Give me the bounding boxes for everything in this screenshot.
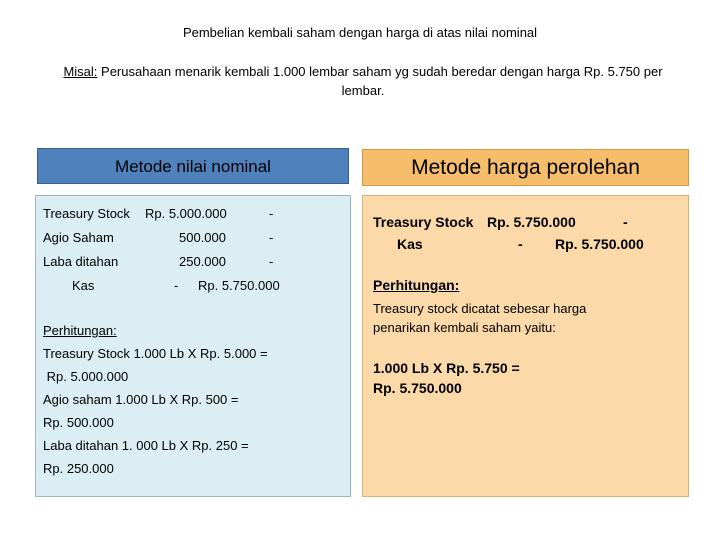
left-journal-debit: 250.000 — [179, 254, 226, 269]
right-method-heading: Metode harga perolehan — [362, 149, 689, 186]
right-journal-account: Kas — [397, 236, 423, 252]
right-result-line: Rp. 5.750.000 — [373, 380, 462, 396]
left-calc-line: Rp. 5.000.000 — [43, 369, 129, 384]
left-journal-credit: - — [269, 230, 274, 245]
left-journal-credit: Rp. 5.750.000 — [198, 278, 280, 293]
right-journal-debit: Rp. 5.750.000 — [487, 214, 576, 230]
left-journal-credit: - — [269, 254, 274, 269]
right-note-line: penarikan kembali saham yaitu: — [373, 320, 556, 335]
left-calc-line: Rp. 500.000 — [43, 415, 114, 430]
left-journal-debit: 500.000 — [179, 230, 226, 245]
left-calc-line: Agio saham 1.000 Lb X Rp. 500 = — [43, 392, 239, 407]
right-note-line: Treasury stock dicatat sebesar harga — [373, 301, 587, 316]
left-calc-line: Laba ditahan 1. 000 Lb X Rp. 250 = — [43, 438, 249, 453]
left-journal-account: Kas — [72, 278, 95, 293]
right-journal-credit: Rp. 5.750.000 — [555, 236, 644, 252]
example-label: Misal: — [63, 64, 98, 79]
right-journal-debit: - — [518, 236, 523, 252]
left-calc-line: Treasury Stock 1.000 Lb X Rp. 5.000 = — [43, 346, 268, 361]
left-journal-account: Treasury Stock — [43, 206, 130, 221]
example-body: Perusahaan menarik kembali 1.000 lembar saham yg sudah beredar dengan harga Rp. 5.750 per lembar. — [97, 64, 663, 98]
page-title: Pembelian kembali saham dengan harga di atas nilai nominal — [182, 25, 538, 40]
left-journal-account: Agio Saham — [43, 230, 114, 245]
example-text — [48, 62, 678, 100]
left-method-heading: Metode nilai nominal — [37, 148, 349, 184]
right-journal-account: Treasury Stock — [373, 214, 474, 230]
right-result-line: 1.000 Lb X Rp. 5.750 = — [373, 360, 520, 376]
left-journal-account: Laba ditahan — [43, 254, 119, 269]
left-calc-line: Rp. 250.000 — [43, 461, 114, 476]
left-calc-heading: Perhitungan: — [43, 323, 117, 338]
right-journal-credit: - — [623, 214, 628, 230]
right-calc-heading: Perhitungan: — [373, 277, 460, 293]
left-journal-credit: - — [269, 206, 274, 221]
left-journal-debit: Rp. 5.000.000 — [145, 206, 227, 221]
left-journal-debit: - — [174, 278, 179, 293]
